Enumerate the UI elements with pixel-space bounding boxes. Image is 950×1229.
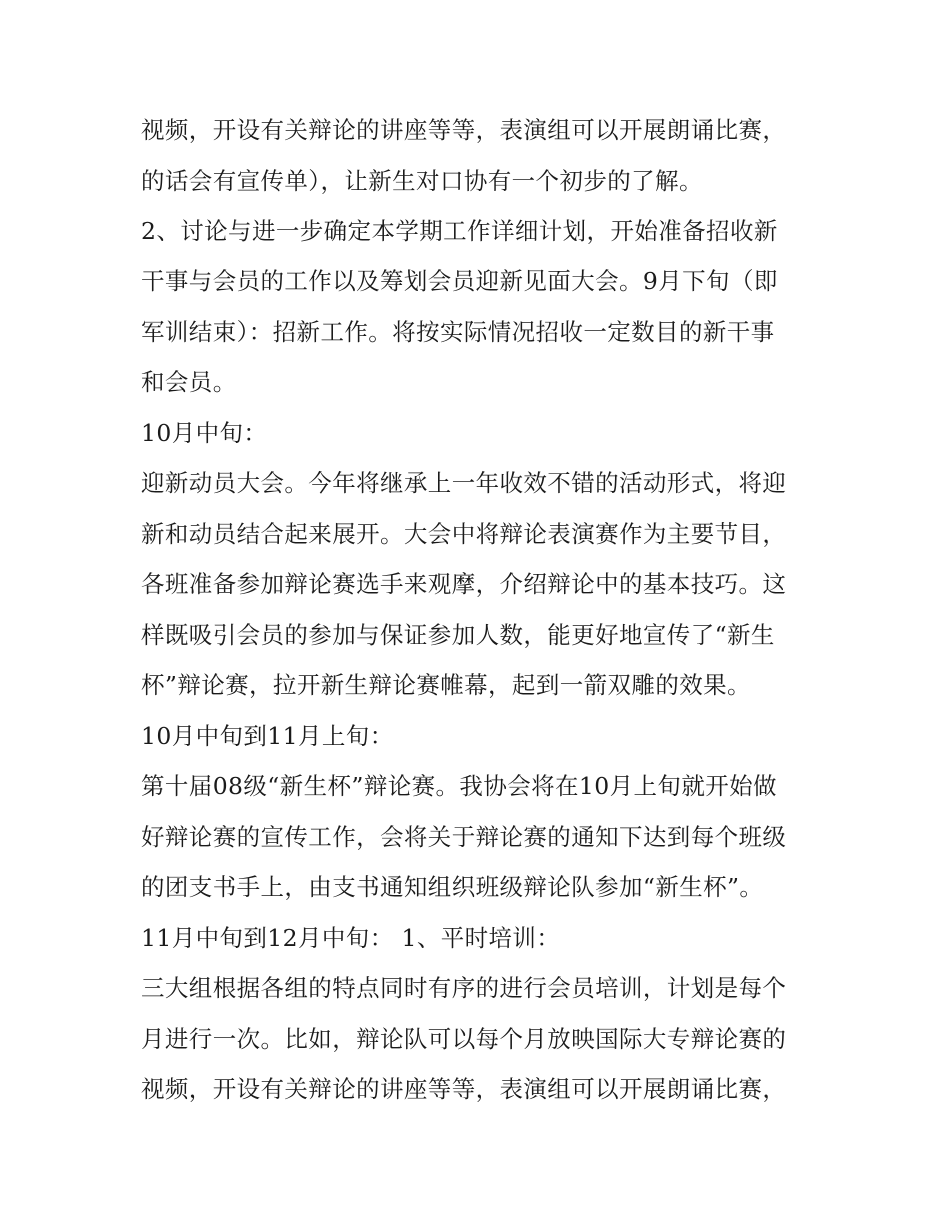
text-line: 迎新动员大会。今年将继承上一年收效不错的活动形式，将迎 [141,469,787,497]
text-line: 视频，开设有关辩论的讲座等等，表演组可以开展朗诵比赛， [141,116,787,144]
section-heading: 11月中旬到12月中旬： 1、平时培训： [141,924,561,952]
section-heading: 10月中旬： [141,419,268,447]
text-line: 各班准备参加辩论赛选手来观摩，介绍辩论中的基本技巧。这 [141,570,787,598]
text-line: 新和动员结合起来展开。大会中将辩论表演赛作为主要节目， [141,520,787,548]
section-heading: 10月中旬到11月上旬： [141,722,394,750]
text-line: 第十届08级“新生杯”辩论赛。我协会将在10月上旬就开始做 [141,772,777,800]
text-line: 军训结束）：招新工作。将按实际情况招收一定数目的新干事 [141,318,775,346]
text-line: 三大组根据各组的特点同时有序的进行会员培训，计划是每个 [141,974,787,1002]
text-line: 的团支书手上，由支书通知组织班级辩论队参加“新生杯”。 [141,873,764,901]
text-line: 的话会有宣传单），让新生对口协有一个初步的了解。 [141,167,703,195]
text-line: 和会员。 [141,368,237,396]
text-line: 视频，开设有关辩论的讲座等等，表演组可以开展朗诵比赛， [141,1075,787,1103]
text-line: 杯”辩论赛，拉开新生辩论赛帷幕，起到一箭双雕的效果。 [141,671,751,699]
text-line: 2、讨论与进一步确定本学期工作详细计划，开始准备招收新 [141,217,778,245]
text-line: 样既吸引会员的参加与保证参加人数，能更好地宣传了“新生 [141,621,775,649]
text-line: 干事与会员的工作以及筹划会员迎新见面大会。9月下旬（即 [141,267,778,295]
text-line: 月进行一次。比如，辩论队可以每个月放映国际大专辩论赛的 [141,1025,787,1053]
text-line: 好辩论赛的宣传工作，会将关于辩论赛的通知下达到每个班级 [141,823,787,851]
